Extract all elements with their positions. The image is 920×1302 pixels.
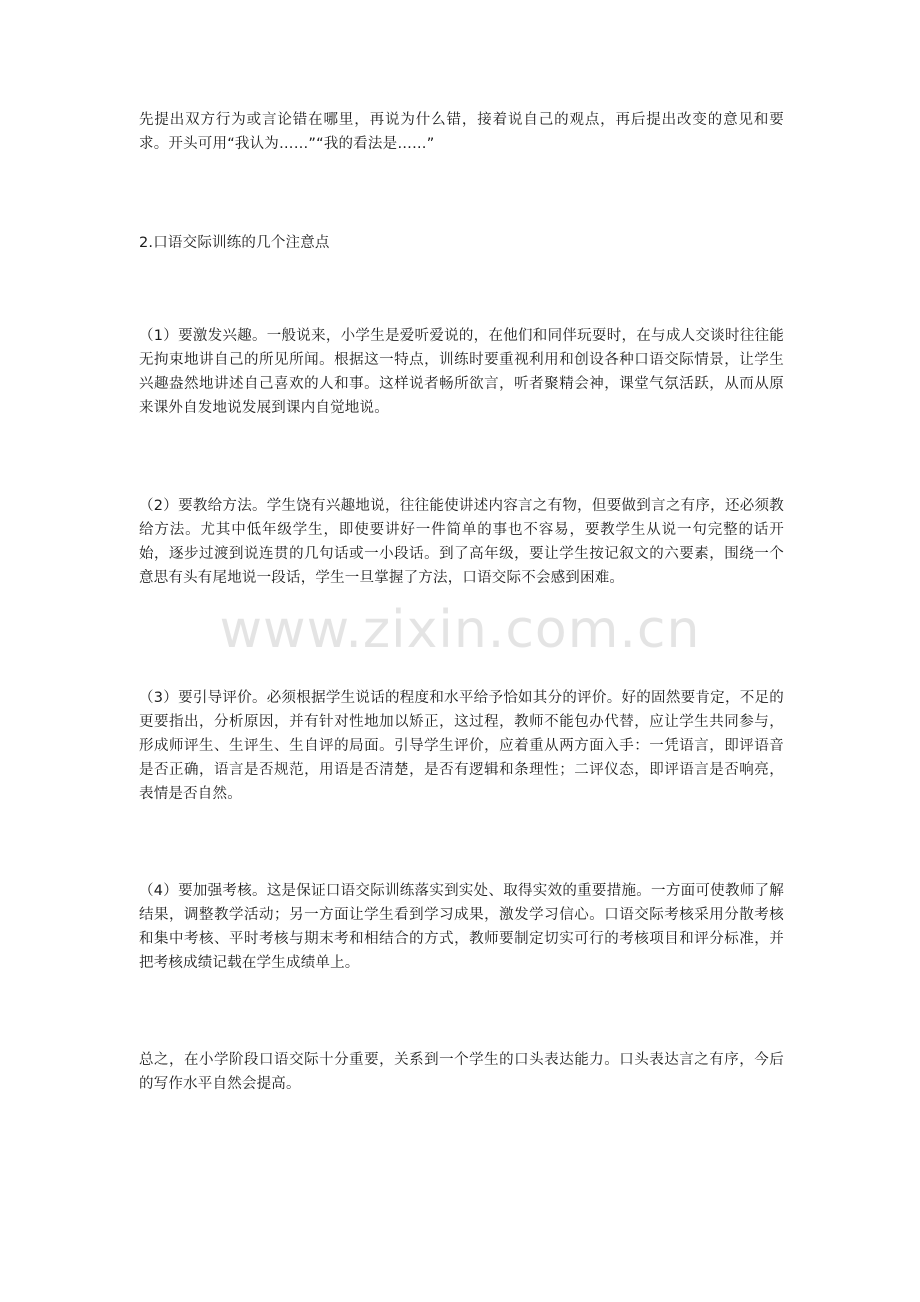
paragraph-conclusion: 总之，在小学阶段口语交际十分重要，关系到一个学生的口头表达能力。口头表达言之有序，今后的写作水平自然会提高。 <box>139 1052 784 1092</box>
paragraph-point-3: （3）要引导评价。必须根据学生说话的程度和水平给予恰如其分的评价。好的固然要肯定，不足的更要指出，分析原因，并有针对性地加以矫正，这过程，教师不能包办代替，应让学生共同参与，形成师评生、生评生、生自评的局面。引导学生评价，应着重从两方面入手：一凭语言，即评语音是否正确，语言是否规范，用语是否清楚，是否有逻辑和条理性；二评仪态，即评语言是否响亮，表情是否自然。 <box>139 690 784 802</box>
watermark: www.zixin.com.cn <box>219 600 701 660</box>
paragraph-intro: 先提出双方行为或言论错在哪里，再说为什么错，接着说自己的观点，再后提出改变的意见和要求。开头可用“我认为……”“我的看法是……” <box>139 112 784 152</box>
paragraph-point-4: （4）要加强考核。这是保证口语交际训练落实到实处、取得实效的重要措施。一方面可使教师了解结果，调整教学活动；另一方面让学生看到学习成果，激发学习信心。口语交际考核采用分散考核和集中考核、平时考核与期末考和相结合的方式，教师要制定切实可行的考核项目和评分标准，并把考核成绩记载在学生成绩单上。 <box>139 883 784 971</box>
paragraph-point-2: （2）要教给方法。学生饶有兴趣地说，往往能使讲述内容言之有物，但要做到言之有序，还必须教给方法。尤其中低年级学生，即使要讲好一件简单的事也不容易，要教学生从说一句完整的话开始，逐步过渡到说连贯的几句话或一小段话。到了高年级，要让学生按记叙文的六要素，围绕一个意思有头有尾地说一段话，学生一旦掌握了方法，口语交际不会感到困难。 <box>139 498 784 586</box>
paragraph-point-1: （1）要激发兴趣。一般说来，小学生是爱听爱说的，在他们和同伴玩耍时，在与成人交谈时往往能无拘束地讲自己的所见所闻。根据这一特点，训练时要重视利用和创设各种口语交际情景，让学生兴趣盎然地讲述自己喜欢的人和事。这样说者畅所欲言，听者聚精会神，课堂气氛活跃，从而从原来课外自发地说发展到课内自觉地说。 <box>139 328 784 416</box>
section-heading: 2.口语交际训练的几个注意点 <box>139 235 330 251</box>
